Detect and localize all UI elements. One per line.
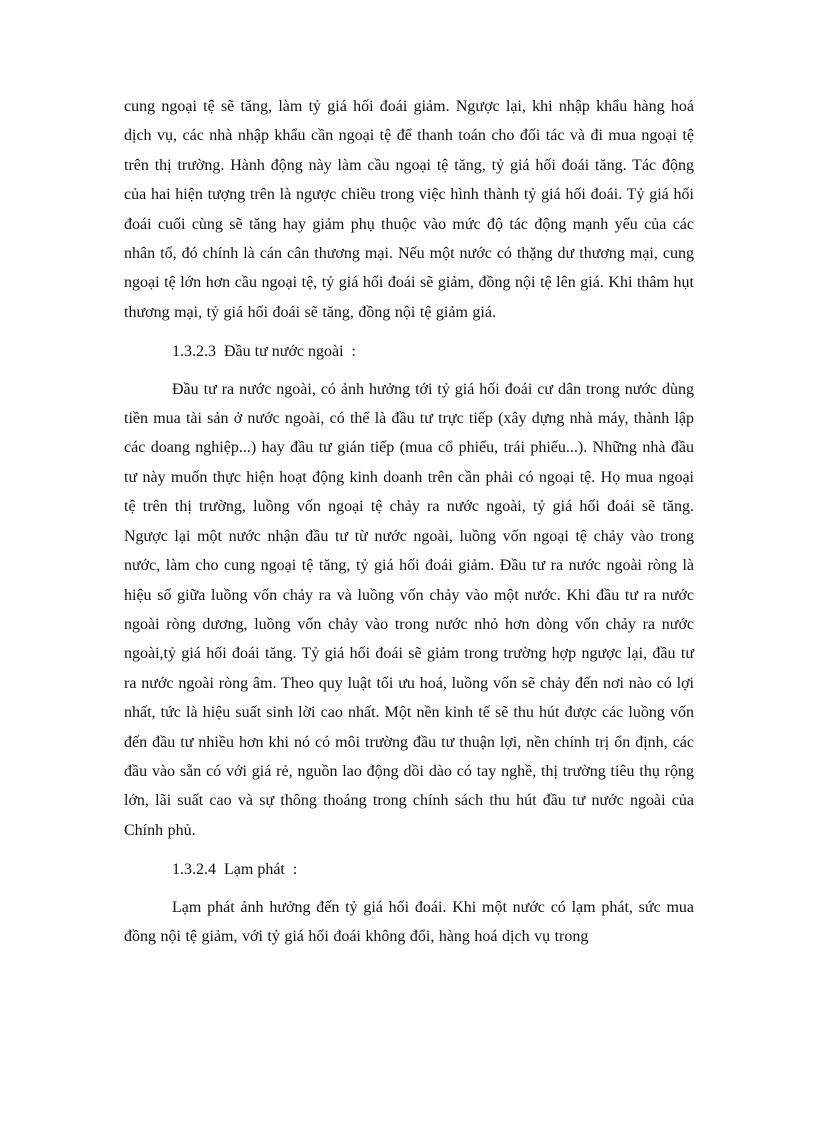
section-heading-foreign-investment: 1.3.2.3 Đầu tư nước ngoài : bbox=[172, 343, 356, 361]
document-page bbox=[124, 92, 694, 951]
paragraph-trade-balance: cung ngoại tệ sẽ tăng, làm tỷ giá hối đoái giảm. Ngược lại, khi nhập khẩu hàng hoá dịch vụ, các nhà nhập khẩu cần ngoại tệ để thanh toán cho đối tác và đi mua ngoại tệ trên thị trường. Hành động này làm cầu ngoại tệ tăng, tỷ giá hối đoái tăng. Tác động của hai hiện tượng trên là ngược chiều trong việc hình thành tỷ giá hối đoái. Tỷ giá hối đoái cuối cùng sẽ tăng hay giảm phụ thuộc vào mức độ tác động mạnh yếu của các nhân tố, đó chính là cán cân thương mại. Nếu một nước có thặng dư thương mại, cung ngoại tệ lớn hơn cầu ngoại tệ, tỷ giá hối đoái sẽ giảm, đồng nội tệ lên giá. Khi thâm hụt thương mại, tỷ giá hối đoái sẽ tăng, đồng nội tệ giảm giá. bbox=[124, 98, 694, 321]
section-heading-inflation: 1.3.2.4 Lạm phát : bbox=[172, 861, 298, 879]
paragraph-foreign-investment: Đầu tư ra nước ngoài, có ảnh hưởng tới tỷ giá hối đoái cư dân trong nước dùng tiền mua tài sản ở nước ngoài, có thể là đầu tư trực tiếp (xây dựng nhà máy, thành lập các doang nghiệp...) hay đầu tư gián tiếp (mua cổ phiếu, trái phiếu...). Những nhà đầu tư này muốn thực hiện hoạt động kinh doanh trên cần phải có ngoại tệ. Họ mua ngoại tệ trên thị trường, luồng vốn ngoại tệ chảy ra nước ngoài, tỷ giá hối đoái sẽ tăng. Ngược lại một nước nhận đầu tư từ nước ngoài, luồng vốn ngoại tệ chảy vào trong nước, làm cho cung ngoại tệ tăng, tỷ giá hối đoái giảm. Đầu tư ra nước ngoài ròng là hiệu số giữa luồng vốn chảy ra và luồng vốn chảy vào một nước. Khi đầu tư ra nước ngoài ròng dương, luồng vốn chảy vào trong nước nhỏ hơn dòng vốn chảy ra nước ngoài,tỷ giá hối đoái tăng. Tỷ giá hối đoái sẽ giảm trong trường hợp ngược lại, đầu tư ra nước ngoài ròng âm. Theo quy luật tối ưu hoá, luồng vốn sẽ chảy đến nơi nào có lợi nhất, tức là hiệu suất sinh lời cao nhất. Một nền kinh tế sẽ thu hút được các luồng vốn đến đầu tư nhiều hơn khi nó có môi trường đầu tư thuận lợi, nền chính trị ổn định, các đầu vào sẵn có với giá rẻ, nguồn lao động dồi dào có tay nghề, thị trường tiêu thụ rộng lớn, lãi suất cao và sự thông thoáng trong chính sách thu hút đầu tư nước ngoài của Chính phủ. bbox=[124, 380, 694, 839]
paragraph-inflation: Lạm phát ảnh hưởng đến tỷ giá hối đoái. Khi một nước có lạm phát, sức mua đồng nội tệ giảm, với tỷ giá hối đoái không đổi, hàng hoá dịch vụ trong bbox=[124, 898, 694, 945]
